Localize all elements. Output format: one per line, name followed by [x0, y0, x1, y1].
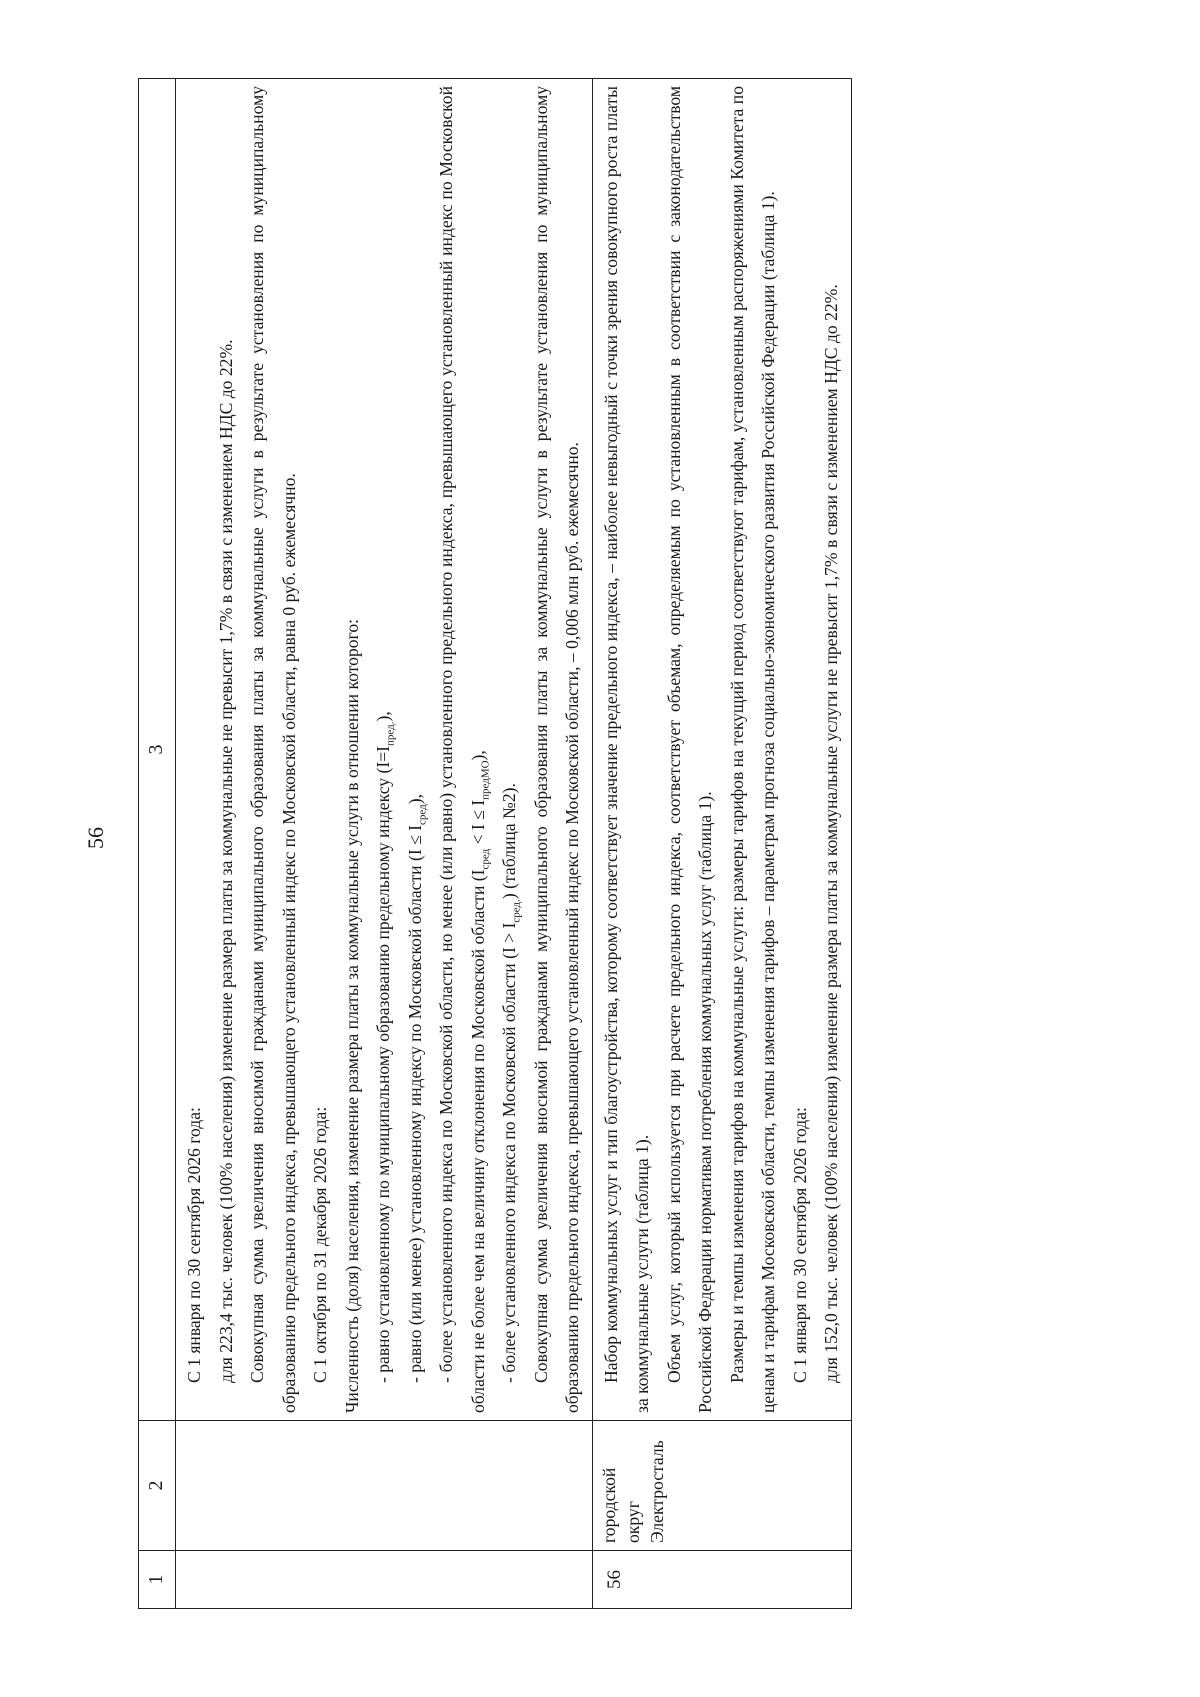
- paragraph: для 152,0 тыс. человек (100% населения) изменение размера платы за коммунальные услуги не превысит 1,7% в связи с изменением НДС до 22%.: [821, 284, 841, 1383]
- description-cell: [592, 79, 851, 1421]
- page-number: 56: [83, 827, 108, 849]
- rotated-sheet: [138, 79, 1100, 1609]
- list-item: - более установленного индекса по Московской области $(I > I_{сред.})$ (таблица №2).: [499, 783, 523, 1383]
- paragraph: Набор коммунальных услуг и тип благоустройства, которому соответствует значение предельного индекса, – наиболее невыгодный с точки зрения совокупного роста платы за коммунальные услуги (таблица 1).: [600, 86, 652, 1413]
- table-row-continued: [176, 79, 593, 1609]
- paragraph: С 1 января по 30 сентября 2026 года:: [184, 1107, 204, 1383]
- paragraph: Совокупная сумма увеличения вносимой гражданами муниципального образования платы за коммунальные услуги в результате установления по муниципальному образованию предельного индекса, превышающего установленный индекс по Московской области, равна 0 руб. ежемесячно.: [247, 86, 299, 1413]
- header-col-1: 1: [139, 1551, 176, 1609]
- paragraph: Численность (доля) населения, изменение размера платы за коммунальные услуги в отношении которого:: [341, 618, 362, 1413]
- paragraph: Совокупная сумма увеличения вносимой гражданами муниципального образования платы за коммунальные услуги в результате установления по муниципальному образованию предельного индекса, превышающего установленный индекс по Московской области, – 0,006 млн руб. ежемесячно.: [530, 86, 582, 1413]
- paragraph: С 1 января по 30 сентября 2026 года:: [789, 1107, 810, 1383]
- list-item: - более установленного индекса по Московской области, но менее (или равно) установленного предельного индекса, превышающего установленный индекс по Московской области не более чем на величину отклонения по Московской области $(I_{сред} < I \le I_{предМО})$,: [436, 86, 492, 1413]
- paragraph: Размеры и темпы изменения тарифов на коммунальные услуги: размеры тарифов на текущий период соответствуют тарифам, установленным распоряжениями Комитета по ценам и тарифам Московской области, темпы изменения тарифов – параметрам прогноза социально-экономического развития Российской Федерации (таблица 1).: [726, 86, 778, 1413]
- row-number-cell: 56: [592, 1551, 851, 1609]
- table-row-56: [592, 79, 851, 1609]
- list-item: - равно (или менее) установленному индексу по Московской области $(I \le I_{сред})$,: [404, 794, 429, 1383]
- paragraph: Объем услуг, который используется при расчете предельного индекса, соответствует объемам, определяемым по установленным в соответствии с законодательством Российской Федерации нормативам потребления коммунальных услуг (таблица 1).: [663, 86, 715, 1413]
- municipality-cell: городской округ Электросталь: [592, 1421, 851, 1551]
- description-cell: [176, 79, 593, 1421]
- paragraph: для 223,4 тыс. человек (100% населения) изменение размера платы за коммунальные не превысит 1,7% в связи с изменением НДС до 22%.: [215, 339, 236, 1383]
- list-item: - равно установленному по муниципальному образованию предельному индексу $(I=I_{пред.})$,: [373, 711, 397, 1383]
- header-col-2: 2: [139, 1421, 176, 1551]
- tariff-table: [138, 78, 852, 1609]
- header-col-3: 3: [139, 79, 176, 1421]
- paragraph: С 1 октября по 31 декабря 2026 года:: [310, 1106, 330, 1383]
- municipality-cell: [176, 1421, 593, 1551]
- row-number-cell: [176, 1551, 593, 1609]
- table-header-row: [139, 79, 176, 1609]
